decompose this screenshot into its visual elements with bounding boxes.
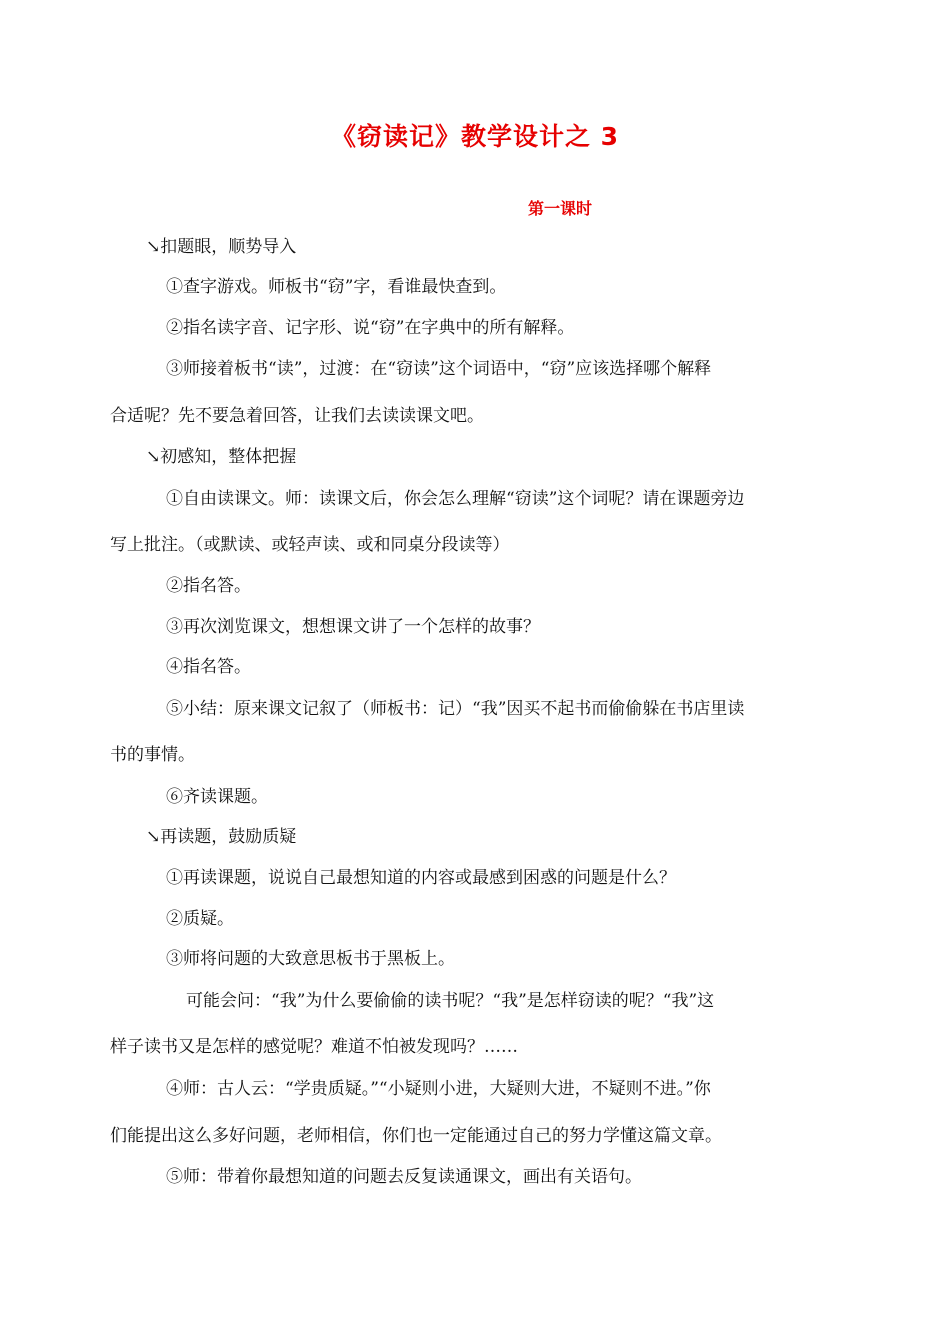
paragraph-line: 书的事情。 bbox=[110, 745, 195, 765]
paragraph-line: ②质疑。 bbox=[166, 909, 234, 929]
paragraph-line: ⑥齐读课题。 bbox=[166, 787, 268, 807]
paragraph-line: 合适呢？先不要急着回答，让我们去读读课文吧。 bbox=[110, 406, 484, 426]
document-title: 《窃读记》教学设计之 3 bbox=[330, 122, 620, 151]
paragraph-line: ②指名读字音、记字形、说“窃”在字典中的所有解释。 bbox=[166, 318, 575, 338]
paragraph-line: ③师将问题的大致意思板书于黑板上。 bbox=[166, 949, 455, 969]
paragraph-line: 可能会问：“我”为什么要偷偷的读书呢？“我”是怎样窃读的呢？“我”这 bbox=[186, 991, 715, 1011]
paragraph-line: 们能提出这么多好问题，老师相信，你们也一定能通过自己的努力学懂这篇文章。 bbox=[110, 1126, 722, 1146]
section-heading: ↘扣题眼，顺势导入 bbox=[146, 237, 297, 257]
paragraph-line: ⑤小结：原来课文记叙了（师板书：记）“我”因买不起书而偷偷躲在书店里读 bbox=[166, 699, 745, 719]
paragraph-line: ④指名答。 bbox=[166, 657, 251, 677]
paragraph-line: ①自由读课文。师：读课文后，你会怎么理解“窃读”这个词呢？请在课题旁边 bbox=[166, 489, 745, 509]
paragraph-line: ①查字游戏。师板书“窃”字，看谁最快查到。 bbox=[166, 277, 507, 297]
paragraph-line: ②指名答。 bbox=[166, 576, 251, 596]
paragraph-line: ④师：古人云：“学贵质疑。”“小疑则小进，大疑则大进，不疑则不进。”你 bbox=[166, 1079, 711, 1099]
paragraph-line: 写上批注。（或默读、或轻声读、或和同桌分段读等） bbox=[110, 535, 510, 555]
paragraph-line: ③师接着板书“读”，过渡：在“窃读”这个词语中，“窃”应该选择哪个解释 bbox=[166, 359, 712, 379]
paragraph-line: 样子读书又是怎样的感觉呢？难道不怕被发现吗？…… bbox=[110, 1037, 518, 1057]
paragraph-line: ⑤师：带着你最想知道的问题去反复读通课文，画出有关语句。 bbox=[166, 1167, 642, 1187]
section-heading: ↘初感知，整体把握 bbox=[146, 447, 297, 467]
paragraph-line: ①再读课题，说说自己最想知道的内容或最感到困惑的问题是什么？ bbox=[166, 868, 676, 888]
paragraph-line: ③再次浏览课文，想想课文讲了一个怎样的故事？ bbox=[166, 617, 540, 637]
lesson-subtitle: 第一课时 bbox=[528, 199, 593, 218]
section-heading: ↘再读题，鼓励质疑 bbox=[146, 827, 297, 847]
